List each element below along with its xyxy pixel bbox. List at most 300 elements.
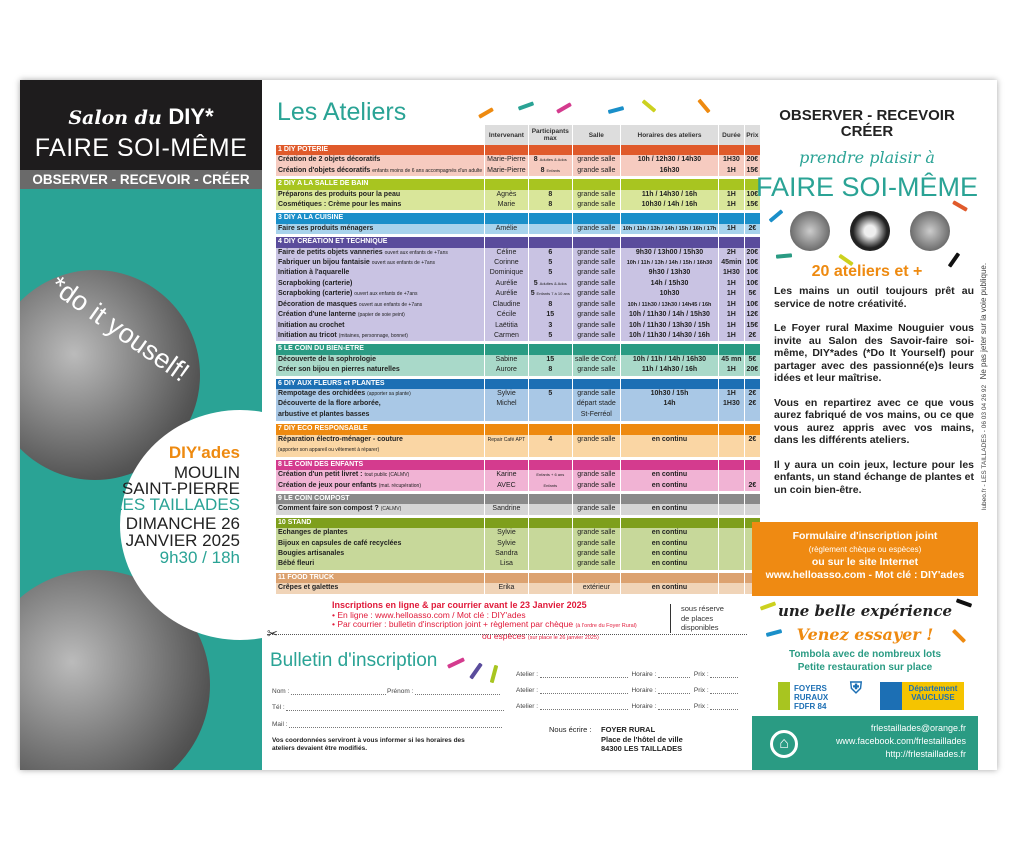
salle — [573, 470, 620, 480]
prix-text: 2€ — [748, 400, 757, 408]
horaires — [621, 355, 719, 365]
atelier-row — [276, 355, 760, 365]
mail-field[interactable] — [272, 721, 502, 728]
salle — [573, 279, 620, 289]
duree — [719, 559, 743, 569]
atelier-name-text: Créer son bijou en pierres naturelles — [278, 366, 400, 374]
section-title: 6 DIY AUX FLEURS et PLANTES — [276, 379, 484, 389]
salle-text: grande salle — [577, 389, 616, 397]
salle — [573, 190, 620, 200]
salle — [573, 289, 620, 299]
horaires-text: 14h — [663, 400, 676, 408]
section-header — [276, 494, 760, 504]
intervenant-text: Sabine — [495, 355, 518, 363]
bulletin-title: Bulletin d'inscription — [270, 650, 438, 671]
section-title: 9 LE COIN COMPOST — [276, 494, 484, 504]
participants-text: 8 — [540, 166, 545, 174]
atelier-row — [276, 559, 760, 569]
salle-text: grande salle — [577, 550, 616, 557]
intervenant — [485, 355, 528, 365]
duree — [719, 549, 743, 559]
inscription-courrier-note: (à l'ordre du Foyer Rural) — [575, 623, 637, 629]
atelier-note: ouvert aux enfants de +7ans — [358, 301, 423, 308]
intervenant — [485, 559, 528, 569]
intervenant-text: Erika — [498, 584, 515, 592]
atelier-choice-field[interactable] — [516, 703, 738, 710]
nom-label: Nom : — [272, 688, 290, 695]
participants — [529, 190, 572, 200]
intervenant-text: Carmen — [493, 331, 519, 339]
salle — [573, 200, 620, 210]
atelier-row — [276, 321, 760, 331]
atelier-name — [276, 224, 484, 234]
duree-text: 1H — [726, 311, 736, 319]
faire-soi-meme-heading: FAIRE SOI-MÊME — [755, 172, 979, 202]
section-header — [276, 213, 760, 223]
participants — [529, 310, 572, 320]
atelier-name — [276, 389, 484, 399]
confetti — [776, 253, 792, 258]
atelier-row — [276, 470, 760, 480]
atelier-note: ouvert aux enfants de +7ans — [371, 260, 435, 267]
horaires-text: 10h30 / 14h / 16h — [641, 201, 698, 209]
restauration-text: Petite restauration sur place — [797, 662, 933, 673]
section-title: 3 DIY A LA CUISINE — [276, 213, 484, 223]
participants — [529, 258, 572, 268]
horaires-text: en continu — [651, 550, 688, 557]
duree — [719, 331, 743, 341]
atelier-row — [276, 549, 760, 559]
intervenant — [485, 300, 528, 310]
horaires-text: 9h30 / 13h30 — [648, 269, 691, 277]
photo-circle — [910, 211, 950, 251]
intervenant — [485, 583, 528, 593]
intervenant-text: Aurore — [495, 366, 517, 374]
atelier-name-text: Réparation électro-ménager - couture — [278, 435, 403, 443]
duree-text: 1H — [726, 331, 736, 339]
participants — [529, 559, 572, 569]
atelier-name-text: Bébé fleuri — [278, 560, 315, 568]
intervenant-text: Cécile — [496, 311, 517, 319]
intervenant-text: Aurélie — [495, 290, 518, 298]
intervenant-text: Aurélie — [495, 279, 518, 287]
duree — [719, 300, 743, 310]
atelier-row — [276, 481, 760, 491]
horaires — [621, 289, 719, 299]
intervenant-text: AVEC — [497, 481, 516, 489]
salle — [573, 549, 620, 559]
duree-text: 1H — [726, 321, 736, 329]
salle — [573, 583, 620, 593]
foyers-ruraux-logo — [778, 682, 834, 710]
intervenant — [485, 289, 528, 299]
salle-text: grande salle — [577, 156, 616, 164]
prix-text: 5€ — [748, 290, 757, 298]
prix-text: 20€ — [746, 156, 759, 164]
contact-facebook[interactable]: www.facebook.com/frlestaillades — [835, 736, 966, 746]
tagline — [752, 108, 982, 140]
horaires-text: 10h / 11h / 13h / 14h / 15h / 16h / 17h — [622, 225, 717, 232]
cover-panel — [20, 80, 262, 770]
intervenant — [485, 190, 528, 200]
salle-text: grande salle — [577, 481, 616, 489]
intervenant — [485, 365, 528, 375]
vaucluse-logo — [880, 682, 964, 710]
event-day: DIMANCHE 26 — [125, 514, 240, 533]
duree-text: 1H30 — [723, 400, 740, 408]
inscriptions-heading: Inscriptions en ligne & par courrier avant le 23 Janvier 2025 — [332, 600, 587, 610]
horaires — [621, 559, 719, 569]
horaires-text: en continu — [651, 505, 688, 513]
salle — [573, 331, 620, 341]
section-header — [276, 460, 760, 470]
atelier-row — [276, 268, 760, 278]
horaires-text: en continu — [651, 584, 688, 592]
intervenant-text: Sandrine — [492, 505, 521, 513]
intervenant — [485, 504, 528, 514]
atelier-name-text: Préparons des produits pour la peau — [278, 190, 401, 198]
intervenant — [485, 166, 528, 176]
salle-text: grande salle — [577, 224, 616, 232]
horaires — [621, 539, 719, 549]
reserve-note — [670, 604, 724, 633]
horaires-text: 11h / 14h30 / 16h — [641, 190, 698, 198]
salle — [573, 365, 620, 375]
atelier-row — [276, 279, 760, 289]
salle-text: grande salle — [577, 201, 616, 209]
inscription-especes-note: (sur place le 26 janvier 2025) — [527, 634, 599, 641]
intervenant — [485, 279, 528, 289]
participants — [529, 289, 572, 299]
tombola-text: Tombola avec de nombreux lots — [788, 649, 942, 660]
atelier-name — [276, 248, 484, 258]
extras — [752, 648, 978, 674]
intervenant — [485, 200, 528, 210]
diyades-label: DIY'ades — [168, 443, 240, 462]
contact-website[interactable]: http://frlestaillades.fr — [885, 749, 966, 759]
atelier-name — [276, 528, 484, 538]
intervenant-text: Sandra — [495, 550, 518, 557]
horaires-text: 10h / 11h / 14h / 16h30 — [632, 355, 707, 363]
salle — [573, 310, 620, 320]
atelier-choice-field[interactable] — [516, 671, 738, 678]
participants-note: Enfants — [543, 482, 558, 488]
salle-text: grande salle — [577, 311, 616, 319]
participants — [529, 279, 572, 289]
duree — [719, 224, 743, 234]
salle — [573, 355, 620, 365]
section-title: 7 DIY ECO RESPONSABLE — [276, 424, 484, 434]
departement-text: Département — [908, 684, 958, 693]
col-intervenant: Intervenant — [485, 125, 528, 145]
salle-text: extérieur — [582, 584, 610, 592]
nom-field[interactable] — [272, 688, 386, 695]
atelier-label: Atelier : — [516, 687, 539, 694]
participants-text: 15 — [546, 355, 555, 363]
duree-text: 1H — [726, 166, 736, 174]
horaires-text: 10h / 12h30 / 14h30 — [637, 156, 702, 164]
horaires-text: 10h / 11h30 / 14h / 15h30 — [629, 311, 710, 319]
intervenant-text: Karine — [496, 471, 517, 479]
venue-moulin: MOULIN — [173, 463, 240, 482]
scissors-icon: ✂ — [267, 626, 278, 641]
participants — [529, 528, 572, 538]
inscription-especes: ou espèces — [482, 630, 526, 641]
prix-text: 10€ — [746, 279, 759, 287]
salle-text: grande salle — [577, 471, 616, 479]
atelier-name-text: Faire de petits objets vanneries — [278, 248, 383, 256]
reserve-line: sous réserve — [681, 604, 724, 613]
intervenant-text: Marie — [497, 201, 516, 209]
section-title: 2 DIY A LA SALLE DE BAIN — [276, 179, 484, 189]
atelier-row — [276, 539, 760, 549]
horaires — [621, 504, 719, 514]
intervenant — [485, 310, 528, 320]
duree-text: 1H — [726, 290, 736, 298]
participants — [529, 248, 572, 258]
section-header — [276, 179, 760, 189]
prix-text: 20€ — [746, 366, 759, 374]
participants — [529, 583, 572, 593]
horaires-text: 16h30 — [659, 166, 680, 174]
atelier-name — [276, 166, 484, 176]
salle-text: grande salle — [577, 366, 616, 374]
participants-text: 8 — [533, 156, 538, 164]
col-duree: Durée — [719, 125, 743, 145]
salle — [573, 321, 620, 331]
duree-text: 1H — [726, 366, 736, 374]
intervenant — [485, 389, 528, 399]
atelier-name — [276, 435, 484, 457]
foyers-text: FOYERS RURAUX — [794, 684, 829, 702]
horaires — [621, 200, 719, 210]
atelier-choice-field[interactable] — [516, 687, 738, 694]
intervenant-text: Michel — [496, 400, 517, 408]
participants-text: 4 — [548, 435, 553, 443]
atelier-name — [276, 200, 484, 210]
participants — [529, 389, 572, 399]
salle — [573, 504, 620, 514]
intervenant-text: Corinne — [494, 259, 519, 267]
salle — [573, 528, 620, 538]
atelier-row — [276, 200, 760, 210]
atelier-name-text: Cosmétiques : Crème pour les mains — [278, 201, 402, 209]
reserve-line: de places — [681, 613, 714, 623]
horaires-text: 10h / 11h30 / 13h30 / 15h — [629, 321, 710, 329]
registration-line: Formulaire d'inscription joint — [792, 530, 938, 542]
horaires — [621, 389, 719, 399]
confetti — [769, 209, 784, 222]
section-header — [276, 237, 760, 247]
intervenant-text: Laëtitia — [495, 321, 518, 329]
atelier-row — [276, 331, 760, 341]
ateliers-count: 20 ateliers et + — [811, 263, 923, 280]
atelier-name — [276, 504, 484, 514]
confetti — [447, 657, 465, 668]
salle-text: grande salle — [577, 166, 616, 174]
atelier-note: enfants moins de 6 ans accompagnés d'un adulte — [372, 167, 483, 174]
horaires — [621, 166, 719, 176]
prix-text: 10€ — [746, 259, 759, 267]
duree-text: 2H — [726, 248, 736, 256]
duree — [719, 321, 743, 331]
salle-text: départ stade — [576, 400, 616, 408]
vaucluse-text: VAUCLUSE — [911, 693, 955, 702]
participants-text: 5 — [548, 331, 553, 339]
atelier-name — [276, 190, 484, 200]
venez-essayer: Venez essayer ! — [796, 625, 934, 644]
horaires — [621, 470, 719, 480]
prix-label: Prix : — [693, 703, 709, 710]
duree — [719, 268, 743, 278]
prix-text: 2€ — [748, 331, 757, 339]
duree — [719, 528, 743, 538]
participants-text: 5 — [530, 290, 535, 298]
duree — [719, 389, 743, 399]
venue-saint-pierre: SAINT-PIERRE — [121, 479, 240, 498]
inscription-online: • En ligne : www.helloasso.com / Mot clé : DIY'ades — [332, 609, 526, 620]
participants-text: 3 — [548, 321, 553, 329]
prix-text: 10€ — [746, 190, 759, 198]
duree-text: 1H30 — [723, 269, 740, 277]
intervenant — [485, 321, 528, 331]
atelier-row — [276, 528, 760, 538]
atelier-row — [276, 365, 760, 375]
salle-text: grande salle — [577, 560, 616, 568]
atelier-row — [276, 258, 760, 268]
participants — [529, 435, 572, 457]
intervenant — [485, 248, 528, 258]
section-header — [276, 518, 760, 528]
duree — [719, 190, 743, 200]
intervenant — [485, 258, 528, 268]
salle-text: grande salle — [577, 279, 616, 287]
intervenant — [485, 331, 528, 341]
salle — [573, 539, 620, 549]
horaires-text: 9h30 / 13h00 / 15h30 — [635, 248, 704, 256]
section-title: 1 DIY POTERIE — [276, 145, 484, 155]
salle — [573, 258, 620, 268]
horaires — [621, 399, 719, 421]
atelier-name — [276, 559, 484, 569]
participants — [529, 549, 572, 559]
horaires — [621, 268, 719, 278]
diy-label: DIY* — [168, 104, 214, 129]
prix-text: 5€ — [748, 355, 757, 363]
intervenant — [485, 224, 528, 234]
participants — [529, 321, 572, 331]
duree-text: 1H — [726, 279, 736, 287]
horaire-label: Horaire : — [631, 703, 657, 710]
duree-text: 1H — [726, 224, 736, 232]
salle — [573, 399, 620, 421]
prix-text: 2€ — [748, 389, 757, 397]
coat-of-arms-icon: ⛨ — [850, 680, 863, 697]
ateliers-title: Les Ateliers — [277, 98, 407, 126]
mail-label: Mail : — [272, 721, 288, 728]
duree-text: 1H — [726, 300, 736, 308]
participants — [529, 399, 572, 421]
salle-text: grande salle — [577, 290, 616, 298]
duree-text: 1H — [726, 201, 736, 209]
confetti — [697, 99, 710, 114]
col-prix: Prix — [745, 125, 761, 145]
duree — [719, 155, 743, 165]
duree — [719, 279, 743, 289]
atelier-label: Atelier : — [516, 703, 539, 710]
prix-text: 2€ — [748, 224, 757, 232]
section-title: 10 STAND — [276, 518, 484, 528]
intervenant — [485, 399, 528, 421]
address-line: Place de l'hôtel de ville — [601, 734, 683, 744]
atelier-name — [276, 258, 484, 268]
horaires — [621, 435, 719, 457]
paragraph: Vous en repartirez avec ce que vous aurez fabriqué de vos mains, ou ce que vous aurez appris avec vos mains, dans les différents ateliers. — [774, 396, 974, 446]
atelier-name-text: Création d'objets décoratifs — [278, 166, 371, 174]
participants — [529, 268, 572, 278]
do-it-yourself-text: *do it youself! — [44, 270, 195, 388]
duree — [719, 435, 743, 457]
prenom-label: Prénom : — [387, 688, 414, 695]
atelier-note: (mitaines, personnage, bonnet) — [338, 332, 408, 339]
event-month: JANVIER 2025 — [125, 531, 240, 550]
horaires-text: 10h / 11h30 / 14h30 / 16h — [629, 331, 710, 339]
duree — [719, 399, 743, 421]
tel-label: Tél : — [272, 704, 285, 711]
flyer — [20, 80, 997, 770]
prix-text: 15€ — [746, 321, 759, 329]
duree — [719, 481, 743, 491]
contact-email[interactable]: frlestaillades@orange.fr — [870, 723, 966, 733]
intervenant-text: Amélie — [495, 224, 518, 232]
paragraph: Il y aura un coin jeux, lecture pour les enfants, un stand échange de plantes et un coin bien-être. — [774, 458, 974, 496]
prix-text: 20€ — [746, 248, 759, 256]
description — [774, 285, 974, 508]
registration-line: ou sur le site Internet — [811, 556, 919, 568]
atelier-row — [276, 399, 760, 421]
salle — [573, 224, 620, 234]
intervenant — [485, 481, 528, 491]
atelier-name — [276, 268, 484, 278]
registration-link[interactable]: www.helloasso.com - Mot clé : DIY'ades — [765, 569, 965, 581]
horaires — [621, 583, 719, 593]
atelier-name-text: Création de 2 objets décoratifs — [278, 156, 381, 164]
atelier-note: (mat. récupération) — [378, 482, 421, 489]
prenom-field[interactable] — [387, 688, 500, 695]
section-title: 8 LE COIN DES ENFANTS — [276, 460, 484, 470]
section-title: 5 LE COIN DU BIEN-ETRE — [276, 344, 484, 354]
horaires — [621, 549, 719, 559]
confetti — [642, 99, 657, 112]
confetti — [608, 106, 624, 114]
salle — [573, 559, 620, 569]
salle-text: grande salle — [577, 259, 616, 267]
tel-field[interactable] — [272, 704, 504, 711]
atelier-name — [276, 539, 484, 549]
section-header — [276, 145, 760, 155]
atelier-name — [276, 279, 484, 289]
salle — [573, 248, 620, 258]
atelier-name — [276, 399, 484, 421]
participants-text: 8 — [548, 300, 553, 308]
horaires — [621, 310, 719, 320]
horaires-text: 10h / 11h / 13h / 14h / 15h / 16h30 — [626, 260, 713, 267]
table-header — [276, 125, 760, 145]
tagline-line1: OBSERVER - RECEVOIR — [779, 107, 955, 124]
bulletin-note: Vos coordonnées serviront à vous informer si les horaires des ateliers devaient être modifiés. — [272, 737, 465, 752]
confetti — [556, 102, 572, 113]
atelier-note: (apporter sa plante) — [367, 390, 411, 397]
